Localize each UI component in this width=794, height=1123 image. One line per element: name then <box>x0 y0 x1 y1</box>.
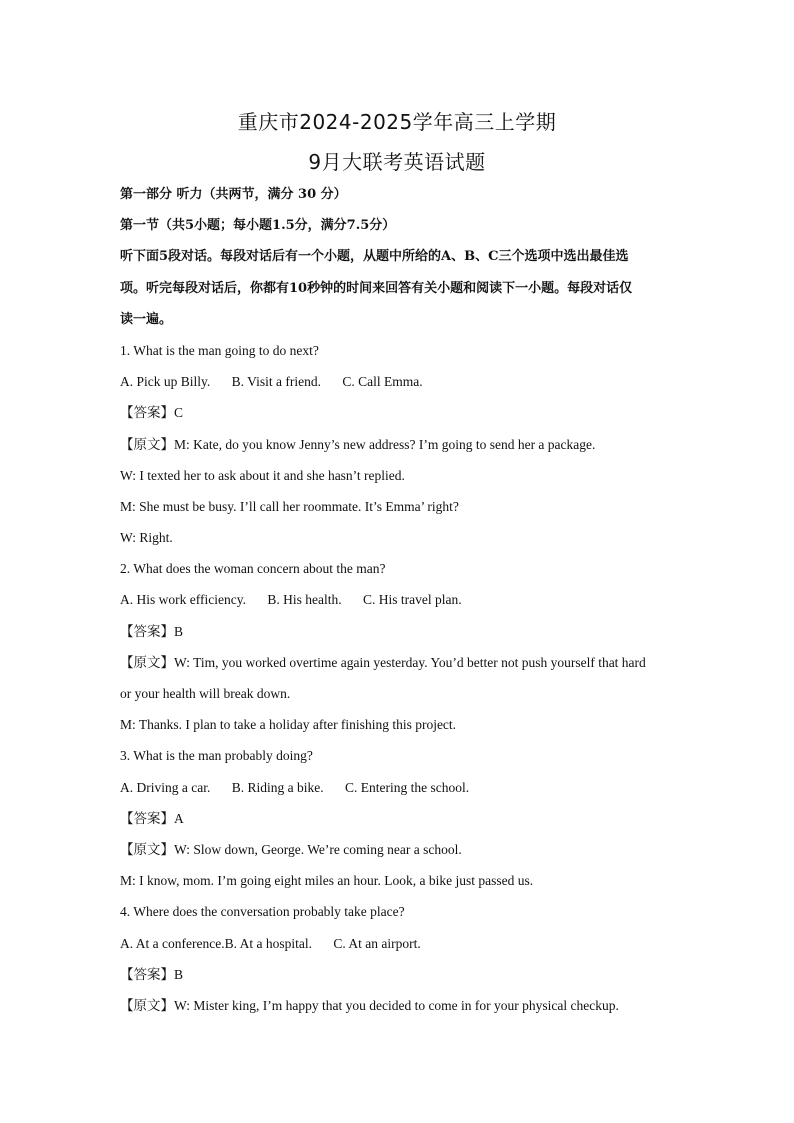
answer-value: B <box>174 624 184 639</box>
instruction-line: 项。听完每段对话后，你都有10秒钟的时间来回答有关小题和阅读下一小题。每段对话仅 <box>120 281 633 296</box>
script-line: W: I texted her to ask about it and she hasn’t replied. <box>120 468 405 483</box>
question-stem: 1. What is the man going to do next? <box>120 343 319 358</box>
instruction-line: 听下面5段对话。每段对话后有一个小题，从题中所给的A、B、C三个选项中选出最佳选 <box>120 249 629 264</box>
question-stem: 2. What does the woman concern about the man? <box>120 561 386 576</box>
option-row <box>120 934 684 954</box>
answer-value: A <box>174 811 184 826</box>
script-line <box>120 435 684 455</box>
option: C. Entering the school. <box>344 780 470 795</box>
answer-tag: 【答案】 <box>120 624 174 640</box>
option-row <box>120 778 684 798</box>
script-line <box>120 996 684 1016</box>
option: C. Call Emma. <box>342 374 423 389</box>
script-line: M: I know, mom. I’m going eight miles an hour. Look, a bike just passed us. <box>120 873 534 888</box>
script-tag: 【原文】 <box>120 655 174 671</box>
script-tag: 【原文】 <box>120 998 174 1014</box>
option: A. Pick up Billy. <box>120 374 211 389</box>
script-line <box>120 840 684 860</box>
answer-value: B <box>174 967 184 982</box>
script-text: W: Tim, you worked overtime again yesterday. You’d better not push yourself that hard <box>174 655 646 670</box>
script-text: W: Mister king, I’m happy that you decided to come in for your physical checkup. <box>174 998 619 1013</box>
option: C. At an airport. <box>333 936 421 951</box>
script-text: M: Kate, do you know Jenny’s new address? I’m going to send her a package. <box>174 437 596 452</box>
option: B. At a hospital. <box>224 936 312 951</box>
option-row <box>120 372 684 392</box>
option: B. His health. <box>267 592 342 607</box>
question-stem: 4. Where does the conversation probably take place? <box>120 904 405 919</box>
answer-tag: 【答案】 <box>120 405 174 421</box>
question-stem: 3. What is the man probably doing? <box>120 748 313 763</box>
script-line: W: Right. <box>120 530 173 545</box>
option: B. Riding a bike. <box>231 780 324 795</box>
exam-title-line2: 9月大联考英语试题 <box>308 150 486 174</box>
answer-tag: 【答案】 <box>120 967 174 983</box>
exam-title-line1: 重庆市2024-2025学年高三上学期 <box>237 110 557 134</box>
part-heading: 第一部分 听力（共两节，满分 30 分） <box>120 187 347 202</box>
script-line <box>120 653 684 673</box>
answer-row <box>120 809 684 829</box>
option-row <box>120 590 684 610</box>
option: B. Visit a friend. <box>231 374 321 389</box>
answer-tag: 【答案】 <box>120 811 174 827</box>
answer-row <box>120 965 684 985</box>
option: A. At a conference. <box>120 936 225 951</box>
script-line: or your health will break down. <box>120 686 291 701</box>
answer-row <box>120 622 684 642</box>
instruction-line: 读一遍。 <box>120 312 173 327</box>
answer-value: C <box>174 405 184 420</box>
answer-row <box>120 403 684 423</box>
option: A. Driving a car. <box>120 780 211 795</box>
section-heading: 第一节（共5小题；每小题1.5分，满分7.5分） <box>120 218 396 233</box>
option: C. His travel plan. <box>362 592 462 607</box>
script-text: W: Slow down, George. We’re coming near a school. <box>174 842 462 857</box>
script-line: M: Thanks. I plan to take a holiday after finishing this project. <box>120 717 457 732</box>
script-tag: 【原文】 <box>120 437 174 453</box>
script-tag: 【原文】 <box>120 842 174 858</box>
script-line: M: She must be busy. I’ll call her roommate. It’s Emma’ right? <box>120 499 459 514</box>
option: A. His work efficiency. <box>120 592 246 607</box>
